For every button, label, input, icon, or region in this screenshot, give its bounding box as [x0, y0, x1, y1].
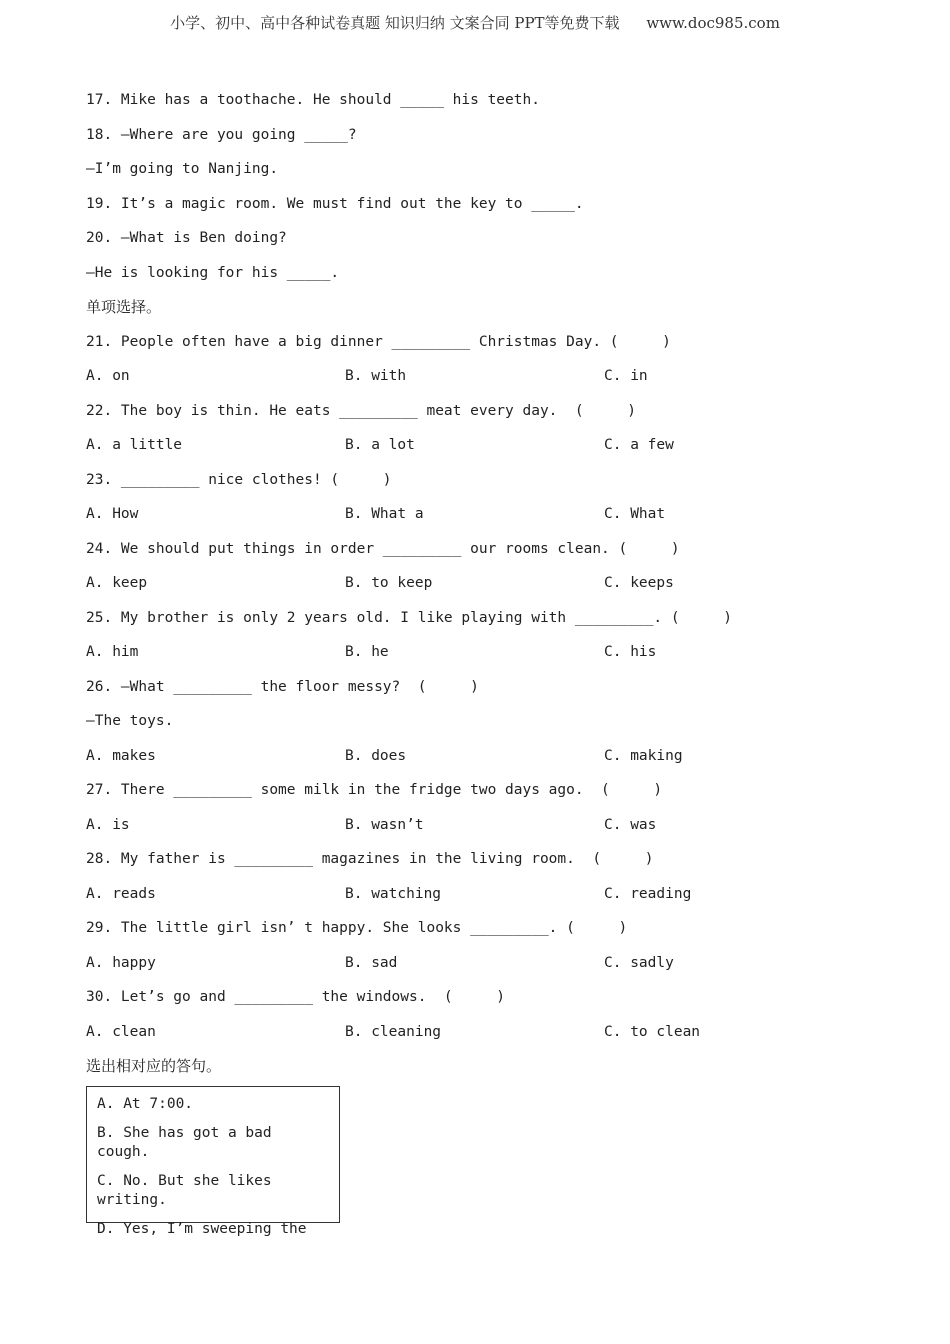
answer-options [86, 951, 866, 986]
option-c: C. in [604, 368, 648, 384]
option-c: C. making [604, 747, 683, 764]
header-title: 小学、初中、高中各种试卷真题 知识归纳 文案合同 PPT等免费下载 [170, 14, 620, 32]
option-b: B. What a [345, 506, 424, 522]
option-a: A. clean [86, 1023, 156, 1040]
answer-choice: A. At 7:00. [97, 1096, 194, 1112]
question-line: 23. _________ nice clothes! ( ) [86, 471, 392, 488]
answer-options [86, 882, 866, 917]
answer-choice: C. No. But she likes writing. [97, 1173, 272, 1208]
question-line: 20. —What is Ben doing? [86, 230, 287, 246]
question-line: 18. —Where are you going _____? [86, 126, 357, 143]
option-a: A. is [86, 816, 130, 833]
option-b: B. a lot [345, 437, 415, 453]
option-c: C. a few [604, 437, 674, 453]
option-a: A. happy [86, 954, 156, 971]
option-c: C. his [604, 644, 657, 660]
header-site: www.doc985.com [646, 14, 780, 32]
option-c: C. to clean [604, 1023, 701, 1040]
option-b: B. cleaning [345, 1023, 442, 1040]
option-b: B. with [345, 368, 407, 384]
option-b: B. watching [345, 885, 442, 902]
option-c: C. reading [604, 885, 692, 902]
option-a: A. makes [86, 747, 156, 764]
option-b: B. sad [345, 954, 398, 971]
option-a: A. keep [86, 575, 148, 591]
answer-choice: B. She has got a bad cough. [97, 1125, 272, 1160]
section-heading: 单项选择。 [86, 298, 162, 316]
option-b: B. wasn’t [345, 816, 424, 833]
option-b: B. does [345, 747, 407, 764]
option-c: C. sadly [604, 954, 674, 971]
question-line: 29. The little girl isn’ t happy. She looks _________. ( ) [86, 920, 628, 936]
question-line: 17. Mike has a toothache. He should _____ his teeth. [86, 92, 540, 108]
question-line: 27. There _________ some milk in the fridge two days ago. ( ) [86, 782, 663, 798]
option-b: B. to keep [345, 575, 433, 591]
option-a: A. him [86, 644, 139, 660]
answer-choice: D. Yes, I’m sweeping the [97, 1221, 307, 1237]
answer-options [86, 744, 866, 779]
answer-options [86, 813, 866, 848]
question-line: —He is looking for his _____. [86, 264, 340, 281]
question-line: 25. My brother is only 2 years old. I like playing with _________. ( ) [86, 609, 733, 626]
answer-options [86, 433, 866, 468]
option-c: C. keeps [604, 575, 674, 591]
question-line: 28. My father is _________ magazines in the living room. ( ) [86, 851, 654, 867]
option-a: A. a little [86, 437, 183, 453]
option-b: B. he [345, 644, 389, 660]
answer-options [86, 640, 866, 675]
question-line: —I’m going to Nanjing. [86, 161, 279, 177]
section-heading: 选出相对应的答句。 [86, 1057, 222, 1075]
answer-options [86, 502, 866, 537]
question-list [86, 88, 866, 1089]
question-line: 22. The boy is thin. He eats _________ meat every day. ( ) [86, 402, 636, 419]
question-line: 30. Let’s go and _________ the windows. ( ) [86, 989, 506, 1005]
option-a: A. reads [86, 885, 156, 902]
question-line: 19. It’s a magic room. We must find out the key to _____. [86, 195, 584, 212]
answer-options [86, 364, 866, 399]
option-c: C. What [604, 506, 666, 522]
answer-choices-box [86, 1086, 340, 1237]
answer-options [86, 571, 866, 606]
page-header [0, 12, 950, 33]
answer-options [86, 1020, 866, 1055]
option-a: A. on [86, 368, 130, 384]
question-line: 26. —What _________ the floor messy? ( ) [86, 678, 479, 695]
option-a: A. How [86, 506, 139, 522]
question-line: 21. People often have a big dinner _________ Christmas Day. ( ) [86, 333, 671, 350]
option-c: C. was [604, 816, 657, 833]
question-line: 24. We should put things in order _________ our rooms clean. ( ) [86, 540, 680, 557]
question-line: —The toys. [86, 713, 174, 729]
